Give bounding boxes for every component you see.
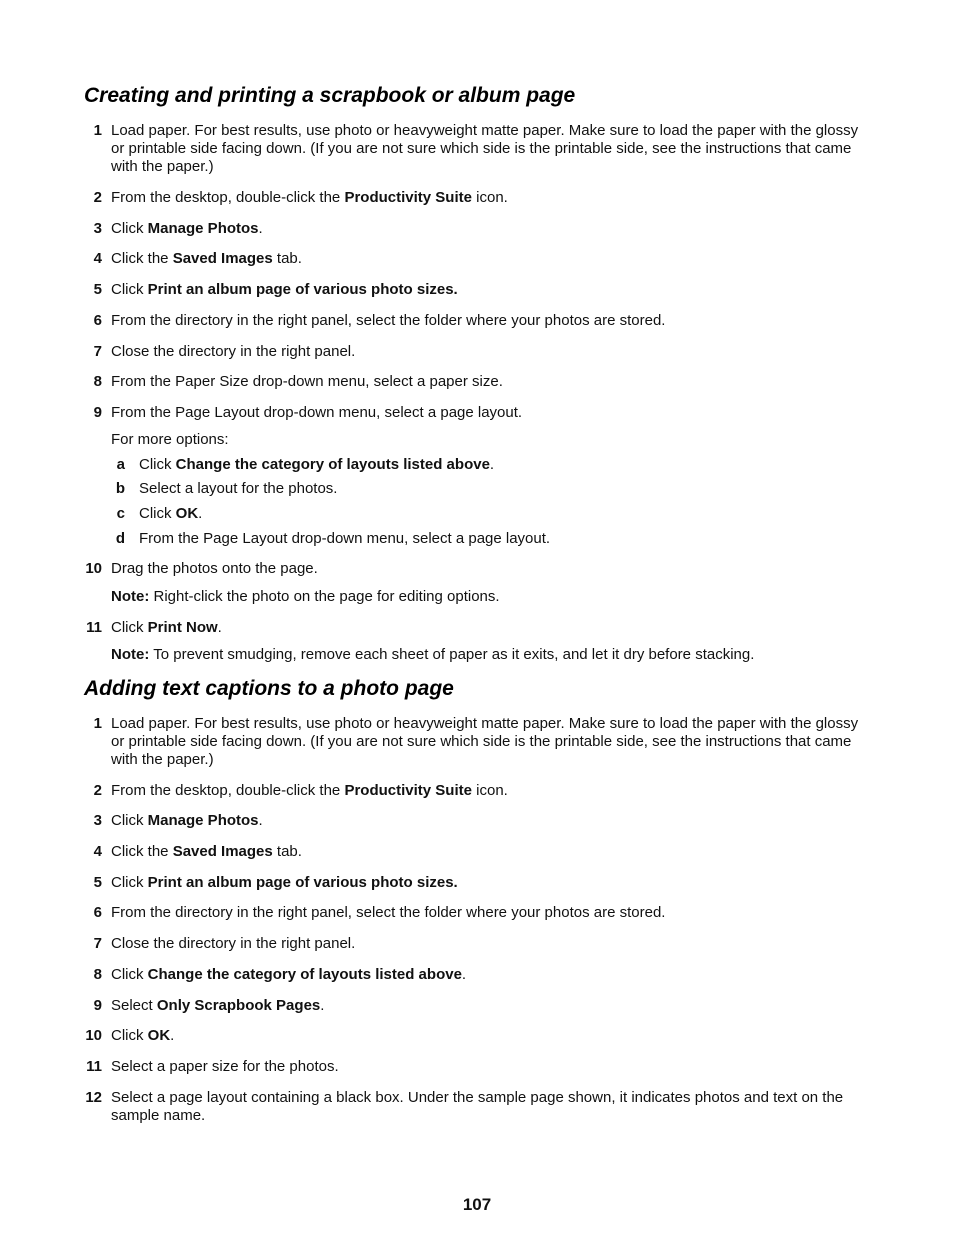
emphasized-text: Change the category of layouts listed above: [175, 456, 490, 473]
step-1: 1 Load paper. For best results, use photo or heavyweight matte paper. Make sure to load the paper with the glossy or printable side facing down. (If you are not sure which side is the printable side, see the instructions that came with the paper.): [93, 122, 859, 175]
substep-b: b Select a layout for the photos.: [115, 480, 338, 497]
more-options-label: For more options:: [111, 431, 229, 448]
step-10: 10 Click OK.: [85, 1027, 175, 1044]
emphasized-text: Print Now: [147, 619, 218, 636]
section-heading-captions: Adding text captions to a photo page: [84, 677, 454, 700]
emphasized-text: OK: [175, 505, 199, 522]
emphasized-text: Print an album page of various photo sizes.: [147, 874, 458, 891]
step-5: 5 Click Print an album page of various photo sizes.: [93, 874, 458, 891]
emphasized-text: Manage Photos: [147, 812, 259, 829]
step-8: 8 Click Change the category of layouts listed above.: [93, 966, 467, 983]
step-3: 3 Click Manage Photos.: [93, 812, 263, 829]
emphasized-text: Productivity Suite: [344, 189, 472, 206]
step-10: 10 Drag the photos onto the page.: [85, 560, 318, 577]
emphasized-text: Note:: [111, 646, 150, 663]
substep-c: c Click OK.: [116, 505, 203, 522]
step-12: 12 Select a page layout containing a black box. Under the sample page shown, it indicates photos and text on the sample name.: [85, 1089, 844, 1124]
emphasized-text: Manage Photos: [147, 220, 259, 237]
step-6: 6 From the directory in the right panel, select the folder where your photos are stored.: [93, 312, 666, 329]
step-3: 3 Click Manage Photos.: [93, 220, 263, 237]
emphasized-text: Change the category of layouts listed above: [147, 966, 462, 983]
substep-d: d From the Page Layout drop-down menu, select a page layout.: [115, 530, 551, 547]
emphasized-text: Saved Images: [172, 843, 273, 860]
section-heading-scrapbook: Creating and printing a scrapbook or album page: [84, 84, 576, 107]
step-2: 2 From the desktop, double-click the Productivity Suite icon.: [93, 782, 508, 799]
step-2: 2 From the desktop, double-click the Productivity Suite icon.: [93, 189, 508, 206]
note-edit-options: Note: Right-click the photo on the page for editing options.: [111, 588, 500, 605]
step-1: 1 Load paper. For best results, use photo or heavyweight matte paper. Make sure to load the paper with the glossy or printable side facing down. (If you are not sure which side is the printable side, see the instructions that came with the paper.): [93, 715, 859, 768]
page-number: 107: [462, 1195, 492, 1214]
emphasized-text: Note:: [111, 588, 150, 605]
step-4: 4 Click the Saved Images tab.: [93, 250, 302, 267]
emphasized-text: Only Scrapbook Pages: [156, 997, 321, 1014]
step-9: 9 From the Page Layout drop-down menu, select a page layout.: [93, 404, 523, 421]
step-9: 9 Select Only Scrapbook Pages.: [93, 997, 325, 1014]
emphasized-text: Print an album page of various photo sizes.: [147, 281, 458, 298]
step-7: 7 Close the directory in the right panel.: [93, 343, 356, 360]
step-6: 6 From the directory in the right panel, select the folder where your photos are stored.: [93, 904, 666, 921]
step-11: 11 Select a paper size for the photos.: [86, 1058, 339, 1075]
emphasized-text: OK: [147, 1027, 171, 1044]
note-smudging: Note: To prevent smudging, remove each sheet of paper as it exits, and let it dry before stacking.: [111, 646, 755, 663]
step-7: 7 Close the directory in the right panel.: [93, 935, 356, 952]
step-11: 11 Click Print Now.: [86, 619, 222, 636]
emphasized-text: Productivity Suite: [344, 782, 472, 799]
step-5: 5 Click Print an album page of various photo sizes.: [93, 281, 458, 298]
emphasized-text: Saved Images: [172, 250, 273, 267]
step-8: 8 From the Paper Size drop-down menu, select a paper size.: [93, 373, 503, 390]
substep-a: a Click Change the category of layouts listed above.: [116, 456, 495, 473]
step-4: 4 Click the Saved Images tab.: [93, 843, 302, 860]
